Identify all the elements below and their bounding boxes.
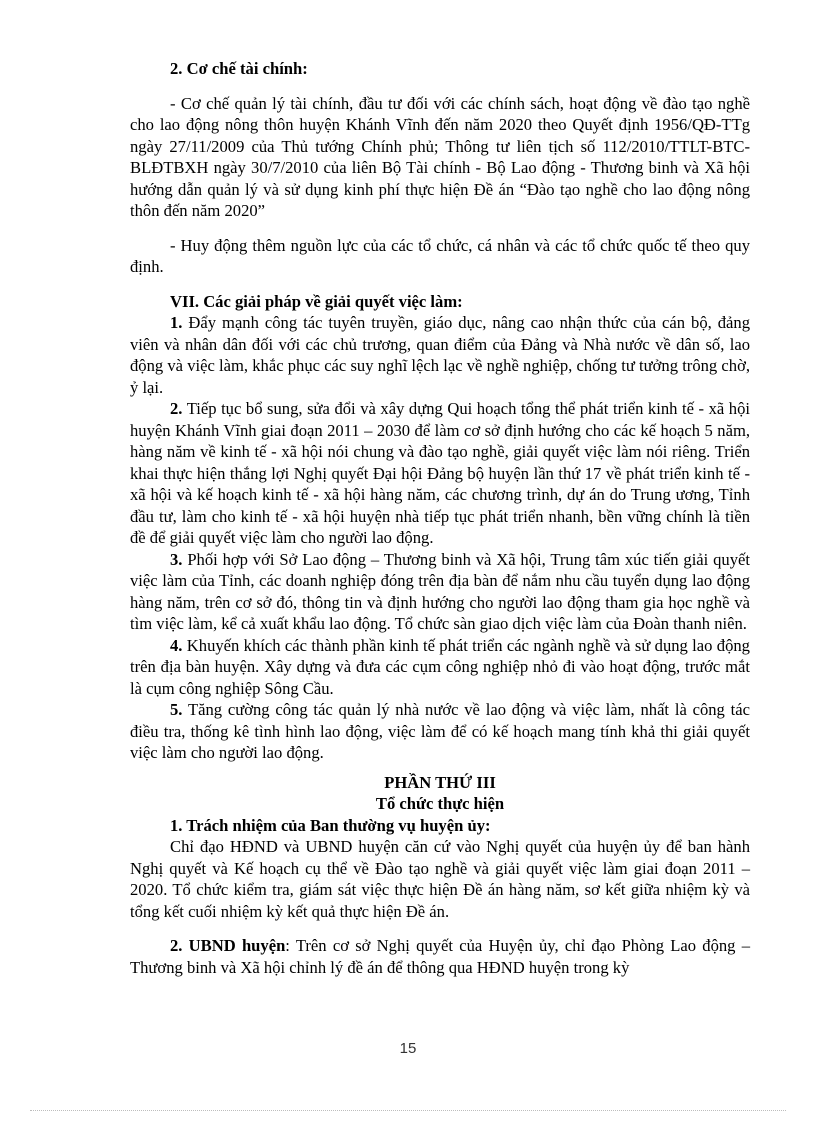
paragraph-resource-mobilization: - Huy động thêm nguồn lực của các tổ chức, cá nhân và các tổ chức quốc tế theo quy định. (130, 235, 750, 276)
part-title: PHẦN THỨ III (384, 772, 496, 792)
page-bottom-border (30, 1110, 786, 1111)
paragraph-district-committee: 2. UBND huyện: Trên cơ sở Nghị quyết của Huyện ủy, chỉ đạo Phòng Lao động – Thương binh và Xã hội chỉnh lý đề án để thông qua HĐND huyện trong kỳ (130, 936, 750, 977)
solution-item: 2. Tiếp tục bổ sung, sửa đổi và xây dựng Qui hoạch tổng thể phát triển kinh tế - xã hội huyện Khánh Vĩnh giai đoạn 2011 – 2030 để làm cơ sở định hướng cho các kế hoạch 5 năm, hàng năm về kinh tế - xã hội nói chung và đào tạo nghề, giải quyết việc làm nói riêng. Triển khai thực hiện thắng lợi Nghị quyết Đại hội Đảng bộ huyện lần thứ 17 về phát triển kinh tế - xã hội và kế hoạch kinh tế - xã hội hàng năm, các chương trình, dự án do Trung ương, Tỉnh đầu tư, làm cho kinh tế - xã hội huyện nhà tiếp tục phát triển nhanh, bền vững chính là tiền đề để giải quyết việc làm cho người lao động. (130, 399, 750, 547)
responsibility-heading-district-committee: 2. UBND huyện (170, 936, 286, 955)
responsibility-heading-standing-committee: 1. Trách nhiệm của Ban thường vụ huyện ủy: (170, 815, 491, 835)
section-heading-finance: 2. Cơ chế tài chính: (170, 59, 308, 78)
document-body (130, 58, 750, 978)
paragraph-finance-mechanism: - Cơ chế quản lý tài chính, đầu tư đối với các chính sách, hoạt động về đào tạo nghề cho lao động nông thôn huyện Khánh Vĩnh đến năm 2020 theo Quyết định 1956/QĐ-TTg ngày 27/11/2009 của Thủ tướng Chính phủ; Thông tư liên tịch số 112/2010/TTLT-BTC-BLĐTBXH ngày 30/7/2010 của liên Bộ Tài chính - Bộ Lao động - Thương binh và Xã hội hướng dẫn quản lý và sử dụng kinh phí thực hiện Đề án “Đào tạo nghề cho lao động nông thôn đến năm 2020” (130, 93, 750, 220)
part-subtitle: Tổ chức thực hiện (375, 794, 505, 813)
solution-item: 1. Đẩy mạnh công tác tuyên truyền, giáo dục, nâng cao nhận thức của cán bộ, đảng viên và nhân dân đối với các chủ trương, quan điểm của Đảng và Nhà nước về dân số, lao động và việc làm, khắc phục các suy nghĩ lệch lạc về nghề nghiệp, chống tư tưởng trông chờ, ỷ lại. (130, 313, 750, 397)
solution-item: 4. Khuyến khích các thành phần kinh tế phát triển các ngành nghề và sử dụng lao động trên địa bàn huyện. Xây dựng và đưa các cụm công nghiệp nhỏ đi vào hoạt động, trước mắt là cụm công nghiệp Sông Cầu. (130, 635, 750, 698)
page-number: 15 (399, 1040, 417, 1057)
solution-item: 5. Tăng cường công tác quản lý nhà nước về lao động và việc làm, nhất là công tác điều tra, thống kê tình hình lao động, việc làm để có kế hoạch mang tính khả thi giải quyết việc làm cho người lao động. (130, 700, 750, 762)
paragraph-standing-committee: Chỉ đạo HĐND và UBND huyện căn cứ vào Nghị quyết của huyện ủy để ban hành Nghị quyết và Kế hoạch cụ thể về Đào tạo nghề và giải quyết việc làm giai đoạn 2011 – 2020. Tổ chức kiểm tra, giám sát việc thực hiện Đề án hàng năm, sơ kết giữa nhiệm kỳ và tổng kết cuối nhiệm kỳ kết quả thực hiện Đề án. (130, 837, 750, 921)
solution-item: 3. Phối hợp với Sở Lao động – Thương binh và Xã hội, Trung tâm xúc tiến giải quyết việc làm của Tỉnh, các doanh nghiệp đóng trên địa bàn để nắm nhu cầu tuyển dụng lao động hàng năm, trên cơ sở đó, thông tin và định hướng cho người lao động tham gia học nghề và tìm việc làm, kể cả xuất khẩu lao động. Tổ chức sàn giao dịch việc làm của Đoàn thanh niên. (130, 549, 751, 633)
section-heading-employment-solutions: VII. Các giải pháp về giải quyết việc làm: (170, 291, 463, 311)
